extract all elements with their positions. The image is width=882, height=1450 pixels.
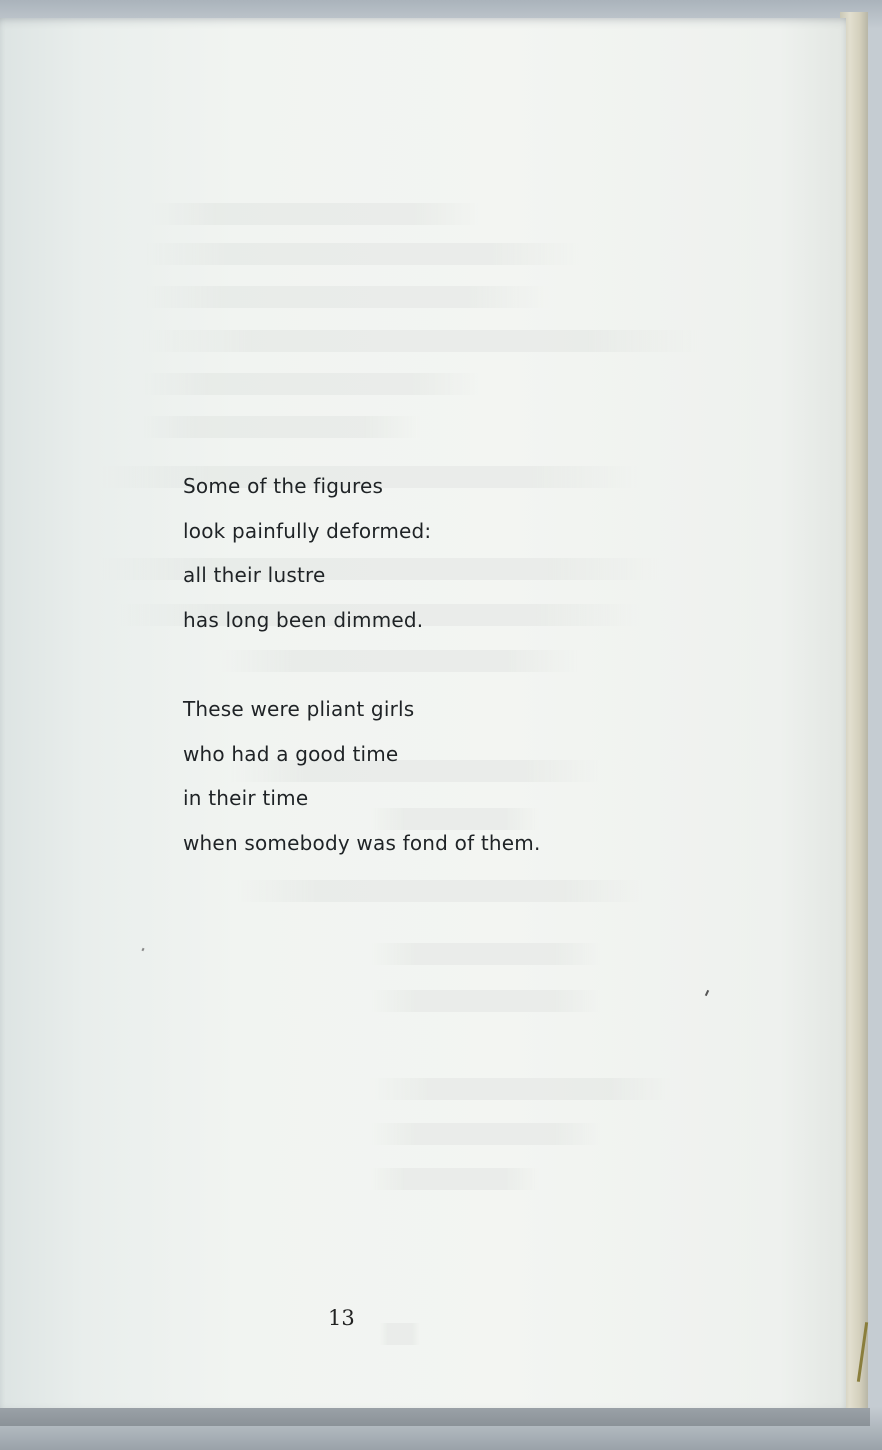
stanza-2 bbox=[183, 690, 541, 868]
poem bbox=[183, 467, 541, 868]
stanza-break bbox=[183, 645, 541, 690]
poem-line: when somebody was fond of them. bbox=[183, 830, 541, 855]
page-number: 13 bbox=[328, 1306, 355, 1330]
page-edge-bottom bbox=[0, 1408, 870, 1426]
poem-line: who had a good time bbox=[183, 741, 399, 766]
poem-line: in their time bbox=[183, 786, 309, 810]
poem-line: has long been dimmed. bbox=[183, 607, 424, 632]
poem-line: all their lustre bbox=[183, 563, 326, 587]
poem-line: These were pliant girls bbox=[183, 697, 415, 721]
poem-line: look painfully deformed: bbox=[183, 518, 432, 543]
stanza-1 bbox=[183, 467, 541, 645]
poem-line: Some of the figures bbox=[183, 474, 384, 498]
